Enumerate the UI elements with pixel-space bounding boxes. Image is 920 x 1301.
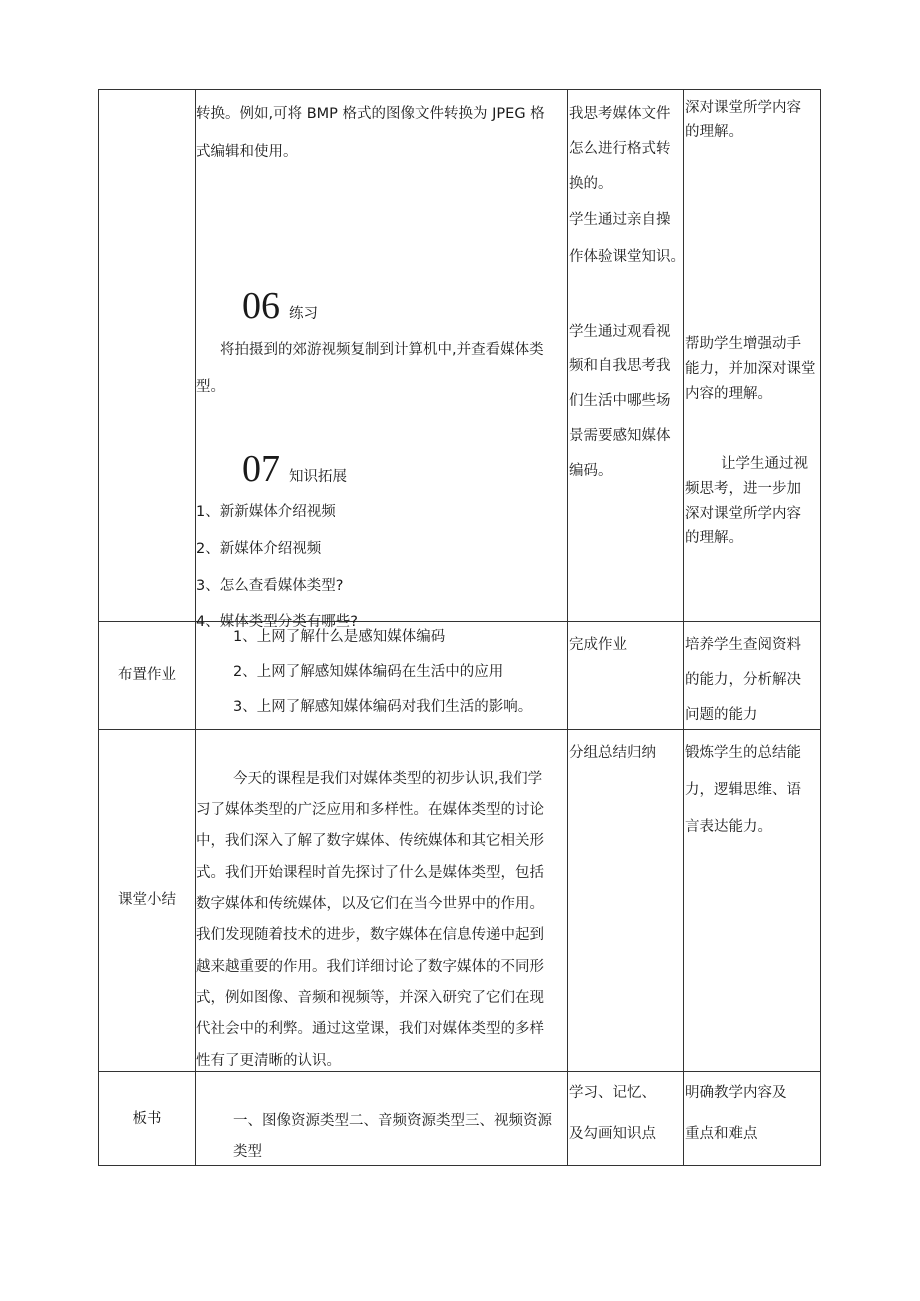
student-line: 景需要感知媒体 — [569, 428, 671, 444]
table-border-right — [820, 89, 821, 1166]
summary-student: 分组总结归纳 — [569, 745, 656, 761]
table-border-bottom — [98, 1165, 821, 1166]
table-border-left — [98, 89, 99, 1166]
intent-line: 的理解。 — [685, 124, 743, 140]
board-line: 一、图像资源类型二、音频资源类型三、视频资源 — [233, 1113, 552, 1129]
section-number-07: 07 — [242, 448, 280, 490]
section-number-06: 06 — [242, 285, 280, 327]
section-title-extension: 知识拓展 — [289, 469, 347, 485]
summary-line: 式，例如图像、音频和视频等，并深入研究了它们在现 — [196, 990, 544, 1006]
student-line: 频和自我思考我 — [569, 358, 671, 374]
summary-line: 性有了更清晰的认识。 — [196, 1053, 341, 1069]
summary-line: 越来越重要的作用。我们详细讨论了数字媒体的不同形 — [196, 959, 544, 975]
row-label-summary: 课堂小结 — [118, 892, 176, 908]
student-line: 学习、记忆、 — [569, 1085, 656, 1101]
summary-line: 习了媒体类型的广泛应用和多样性。在媒体类型的讨论 — [196, 802, 544, 818]
intent-line: 帮助学生增强动手 — [685, 336, 801, 352]
student-line: 编码。 — [569, 463, 613, 479]
intent-line: 力，逻辑思维、语 — [685, 782, 801, 798]
summary-line: 我们发现随着技术的进步，数字媒体在信息传递中起到 — [196, 927, 544, 943]
intent-line: 锻炼学生的总结能 — [685, 745, 801, 761]
intent-line: 内容的理解。 — [685, 386, 772, 402]
intent-line: 重点和难点 — [685, 1126, 758, 1142]
practice-line: 型。 — [196, 379, 225, 395]
intent-line: 深对课堂所学内容 — [685, 100, 801, 116]
practice-line: 将拍摄到的郊游视频复制到计算机中,并查看媒体类 — [220, 342, 544, 358]
intent-line: 让学生通过视 — [721, 456, 808, 472]
student-line: 及勾画知识点 — [569, 1126, 656, 1142]
intent-line: 培养学生查阅资料 — [685, 637, 801, 653]
intent-line: 的理解。 — [685, 530, 743, 546]
summary-line: 代社会中的利弊。通过这堂课，我们对媒体类型的多样 — [196, 1021, 544, 1037]
extension-item: 2、新媒体介绍视频 — [196, 541, 322, 557]
intent-line: 频思考，进一步加 — [685, 481, 801, 497]
intent-line: 明确教学内容及 — [685, 1085, 787, 1101]
summary-line: 中，我们深入了解了数字媒体、传统媒体和其它相关形 — [196, 833, 544, 849]
intro-line: 式编辑和使用。 — [196, 144, 298, 160]
extension-item: 1、新新媒体介绍视频 — [196, 504, 336, 520]
intent-line: 的能力，分析解决 — [685, 672, 801, 688]
row-label-board: 板书 — [132, 1111, 162, 1127]
intent-line: 问题的能力 — [685, 707, 758, 723]
row-label-homework: 布置作业 — [118, 667, 176, 683]
homework-item: 3、上网了解感知媒体编码对我们生活的影响。 — [233, 699, 533, 715]
intent-line: 能力，并加深对课堂 — [685, 361, 816, 377]
extension-item-clipped: 4、媒体类型分类有哪些? — [196, 614, 358, 630]
column-divider — [567, 89, 568, 1166]
summary-line: 式。我们开始课程时首先探讨了什么是媒体类型，包括 — [196, 865, 544, 881]
section-title-practice: 练习 — [289, 306, 318, 322]
student-line: 作体验课堂知识。 — [569, 249, 685, 265]
student-line: 们生活中哪些场 — [569, 393, 671, 409]
intent-line: 言表达能力。 — [685, 819, 772, 835]
intro-line: 转换。例如,可将 BMP 格式的图像文件转换为 JPEG 格 — [196, 106, 545, 122]
homework-item: 2、上网了解感知媒体编码在生活中的应用 — [233, 664, 504, 680]
student-line: 换的。 — [569, 176, 613, 192]
homework-item: 1、上网了解什么是感知媒体编码 — [233, 629, 446, 645]
student-line: 学生通过亲自操 — [569, 212, 671, 228]
student-line: 学生通过观看视 — [569, 324, 671, 340]
student-line: 怎么进行格式转 — [569, 141, 671, 157]
board-line: 类型 — [233, 1144, 262, 1160]
homework-student: 完成作业 — [569, 637, 627, 653]
intent-line: 深对课堂所学内容 — [685, 506, 801, 522]
extension-item: 3、怎么查看媒体类型? — [196, 578, 344, 594]
summary-line: 数字媒体和传统媒体，以及它们在当今世界中的作用。 — [196, 896, 544, 912]
summary-line: 今天的课程是我们对媒体类型的初步认识,我们学 — [233, 771, 543, 787]
student-line: 我思考媒体文件 — [569, 106, 671, 122]
